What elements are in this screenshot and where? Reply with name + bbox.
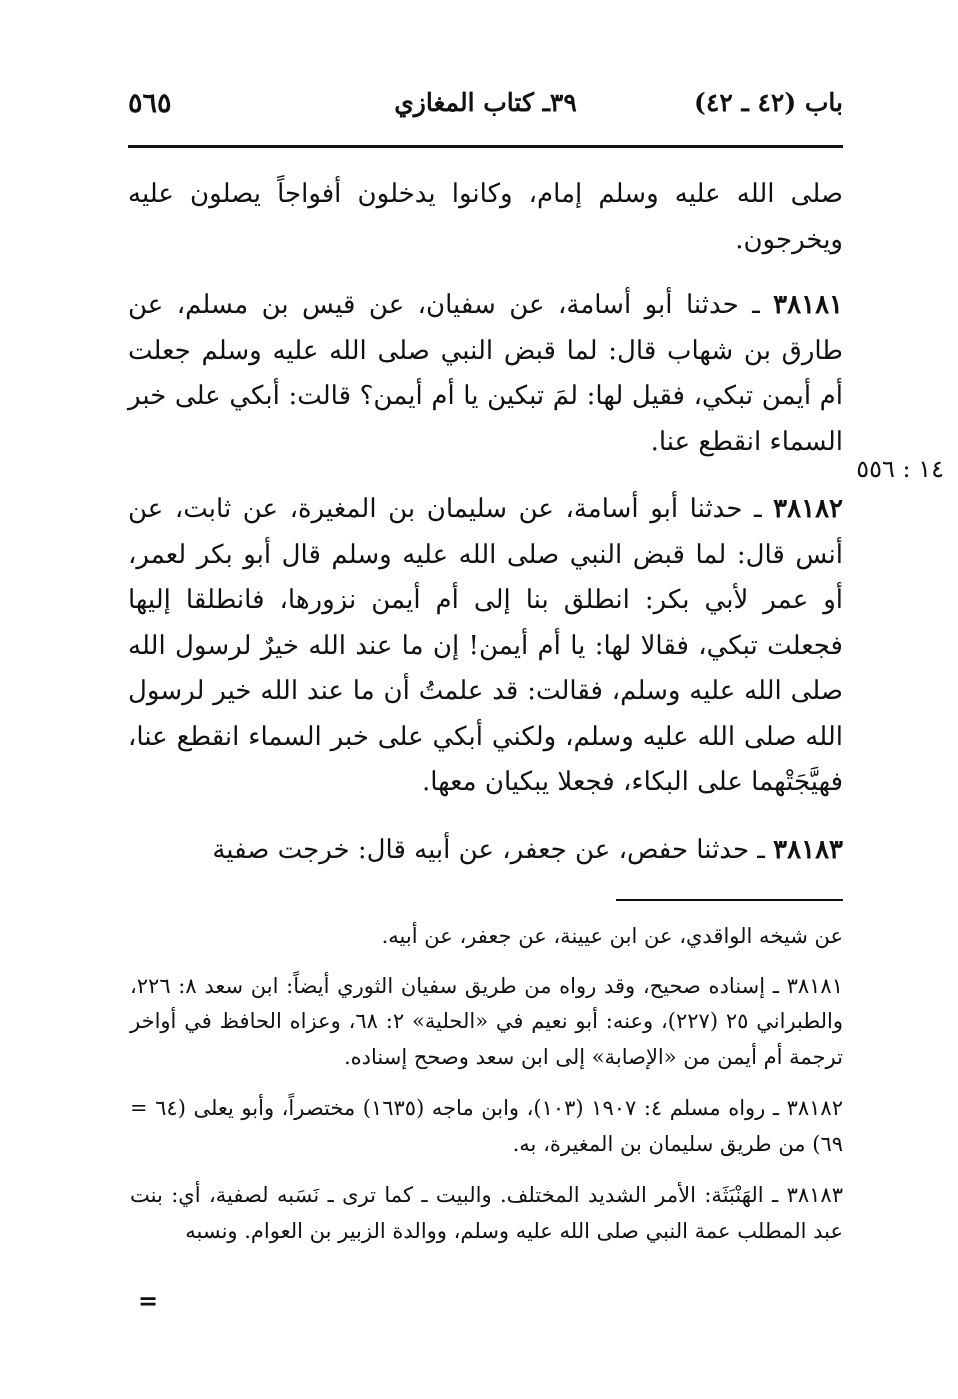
footnote-38182: ٣٨١٨٢ ـ رواه مسلم ٤: ١٩٠٧ (١٠٣)، وابن ماجه (١٦٣٥) مختصراً، وأبو يعلى (٦٤ = ٦٩) من طريق سليمان بن المغيرة، به. [130, 1096, 843, 1156]
page-number: ٥٦٥ [128, 88, 172, 119]
footnotes [130, 919, 843, 1265]
footnote-rule [616, 899, 843, 901]
continued-paragraph: صلى الله عليه وسلم إمام، وكانوا يدخلون أفواجاً يصلون عليه ويخرجون. [128, 179, 843, 255]
hadith-text: ـ حدثنا حفص، عن جعفر، عن أبيه قال: خرجت صفية [212, 834, 774, 865]
hadith-text: ـ حدثنا أبو أسامة، عن سفيان، عن قيس بن مسلم، عن طارق بن شهاب قال: لما قبض النبي صلى الله عليه وسلم جعلت أم أيمن تبكي، فقيل لها: لمَ تبكين يا أم أيمن؟ قالت: أبكي على خبر السماء انقطع عنا. [128, 290, 843, 457]
hadith-38183 [128, 828, 843, 874]
main-text [128, 172, 843, 895]
margin-reference: ١٤ : ٥٥٦ [856, 455, 944, 483]
header-rule [128, 145, 843, 148]
hadith-number: ٣٨١٨٢ [773, 494, 843, 524]
chapter-heading: باب (٤٢ ـ ٤٢) [694, 88, 843, 117]
hadith-number: ٣٨١٨٣ [773, 834, 843, 865]
footnote-continued: عن شيخه الواقدي، عن ابن عيينة، عن جعفر، عن أبيه. [381, 924, 843, 948]
hadith-38181 [128, 283, 843, 465]
continuation-mark: = [138, 1286, 159, 1315]
footnote-38181: ٣٨١٨١ ـ إسناده صحيح، وقد رواه من طريق سفيان الثوري أيضاً: ابن سعد ٨: ٢٢٦، والطبراني ٢٥ (٢٢٧)، وعنه: أبو نعيم في «الحلية» ٢: ٦٨، وعزاه الحافظ في أواخر ترجمة أم أيمن من «الإصابة» إلى ابن سعد وصحح إسناده. [130, 973, 843, 1069]
page-header [128, 88, 843, 132]
book-title: ٣٩ـ كتاب المغازي [394, 88, 577, 117]
footnote-38183: ٣٨١٨٣ ـ الهَنْبَثَة: الأمر الشديد المختلف. والبيت ـ كما ترى ـ نَسَبه لصفية، أي: بنت عبد المطلب عمة النبي صلى الله عليه وسلم، ووالدة الزبير بن العوام. ونسبه [130, 1183, 843, 1243]
hadith-38182 [128, 487, 843, 806]
hadith-text: ـ حدثنا أبو أسامة، عن سليمان بن المغيرة، عن ثابت، عن أنس قال: لما قبض النبي صلى الله عليه وسلم قال أبو بكر لعمر، أو عمر لأبي بكر: انطلق بنا إلى أم أيمن نزورها، فانطلقا إليها فجعلت تبكي، فقالا لها: يا أم أيمن! إن ما عند الله خيرٌ لرسول الله صلى الله عليه وسلم، فقالت: قد علمتُ أن ما عند الله خير لرسول الله صلى الله عليه وسلم، ولكني أبكي على خبر السماء انقطع عنا، فهيَّجَتْهما على البكاء، فجعلا يبكيان معها. [128, 494, 843, 797]
hadith-number: ٣٨١٨١ [773, 290, 843, 320]
